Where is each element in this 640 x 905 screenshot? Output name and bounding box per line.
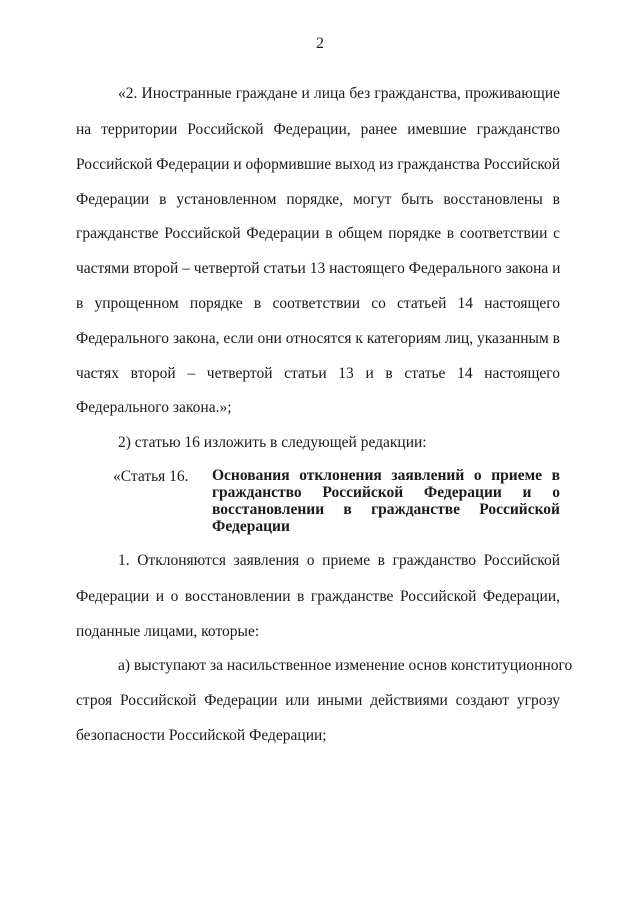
paragraph-line: частях второй – четвертой статьи 13 и в статье 14 настоящего [76,365,560,382]
article-title-line: Федерации [212,518,290,535]
paragraph-line: а) выступают за насильственное изменение основ конституционного [118,657,573,674]
article-label: «Статья 16. [113,468,189,485]
paragraph-line: 1. Отклоняются заявления о приеме в гражданство Российской [118,552,560,569]
article-title-line: гражданство Российской Федерации и о [212,484,560,501]
paragraph-line: Федерального закона.»; [76,399,232,416]
paragraph-line: гражданстве Российской Федерации в общем порядке в соответствии с [76,225,560,242]
paragraph-line: безопасности Российской Федерации; [76,727,327,744]
paragraph-line: Российской Федерации и оформившие выход из гражданства Российской [76,156,560,173]
paragraph-line: 2) статью 16 изложить в следующей редакции: [118,434,427,451]
paragraph-line: «2. Иностранные граждане и лица без гражданства, проживающие [118,85,560,102]
paragraph-line: частями второй – четвертой статьи 13 настоящего Федерального закона и [76,260,561,277]
paragraph-line: Федерального закона, если они относятся к категориям лиц, указанным в [76,330,560,347]
paragraph-line: на территории Российской Федерации, ранее имевшие гражданство [76,121,560,138]
article-title-line: восстановлении в гражданстве Российской [212,501,560,518]
paragraph-line: в упрощенном порядке в соответствии со статьей 14 настоящего [76,295,560,312]
paragraph-line: строя Российской Федерации или иными действиями создают угрозу [76,692,560,709]
article-title-line: Основания отклонения заявлений о приеме в [212,467,560,484]
paragraph-line: Федерации и о восстановлении в гражданстве Российской Федерации, [76,588,560,605]
paragraph-line: Федерации в установленном порядке, могут быть восстановлены в [76,191,560,208]
page-number: 2 [316,35,324,52]
paragraph-line: поданные лицами, которые: [76,623,260,640]
